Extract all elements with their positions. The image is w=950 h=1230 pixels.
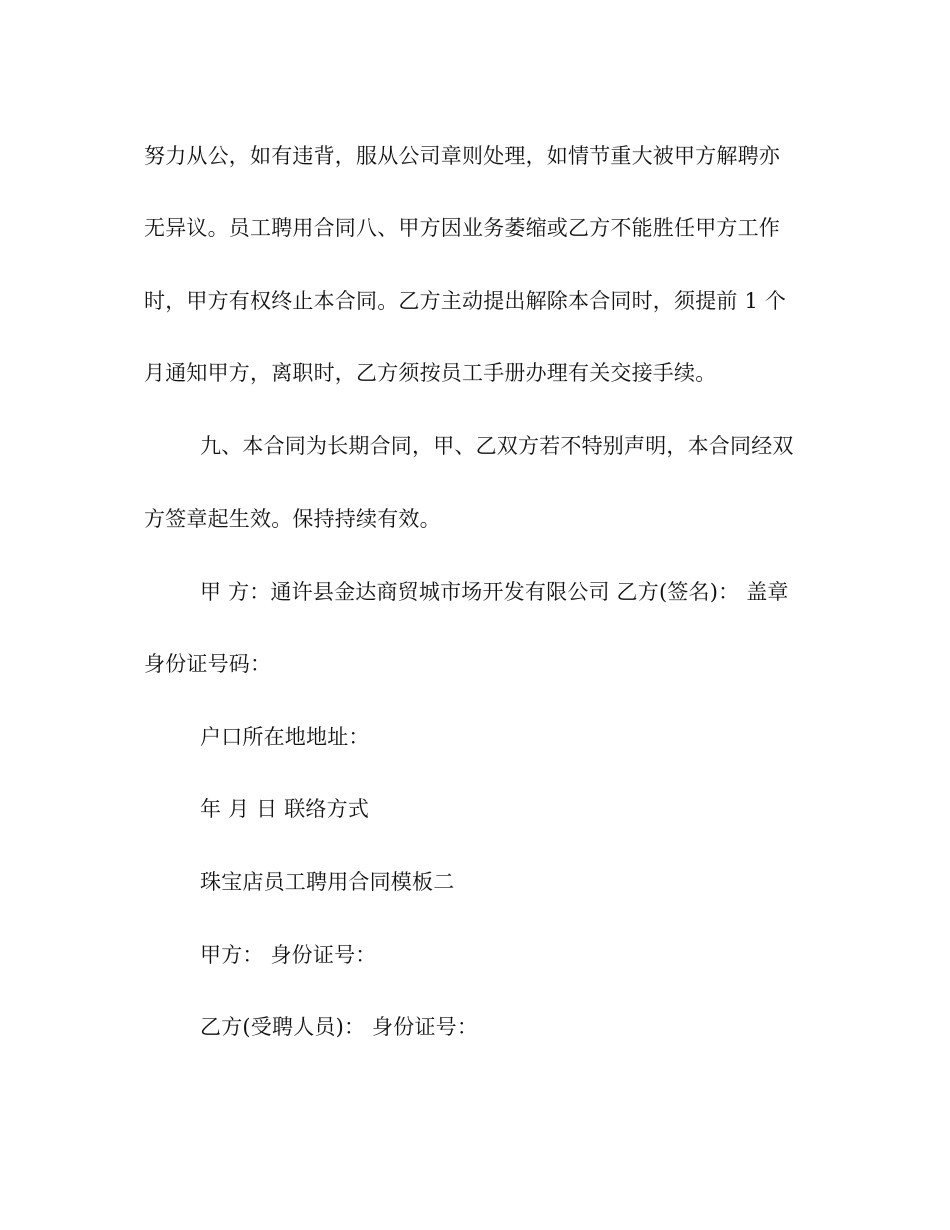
text-line-6: 方签章起生效。保持持续有效。 [144,507,441,531]
text-line-4: 月通知甲方，离职时，乙方须按员工手册办理有关交接手续。 [144,361,717,385]
text-line-12: 甲方： 身份证号： [200,943,377,967]
text-line-5: 九、本合同为长期合同，甲、乙双方若不特别声明，本合同经双 [200,434,794,458]
text-line-8: 身份证号码： [144,652,272,676]
text-line-9: 户口所在地地址： [200,725,370,749]
text-line-10: 年 月 日 联络方式 [200,797,370,821]
text-line-3: 时，甲方有权终止本合同。乙方主动提出解除本合同时，须提前 1 个 [144,289,787,313]
text-line-13: 乙方(受聘人员)： 身份证号： [200,1015,479,1039]
section-title: 珠宝店员工聘用合同模板二 [200,870,455,894]
text-line-1: 努力从公，如有违背，服从公司章则处理，如情节重大被甲方解聘亦 [144,144,780,168]
text-line-2: 无异议。员工聘用合同八、甲方因业务萎缩或乙方不能胜任甲方工作 [144,216,780,240]
text-line-7: 甲 方：通许县金达商贸城市场开发有限公司 乙方(签名)： 盖章 [200,580,789,604]
